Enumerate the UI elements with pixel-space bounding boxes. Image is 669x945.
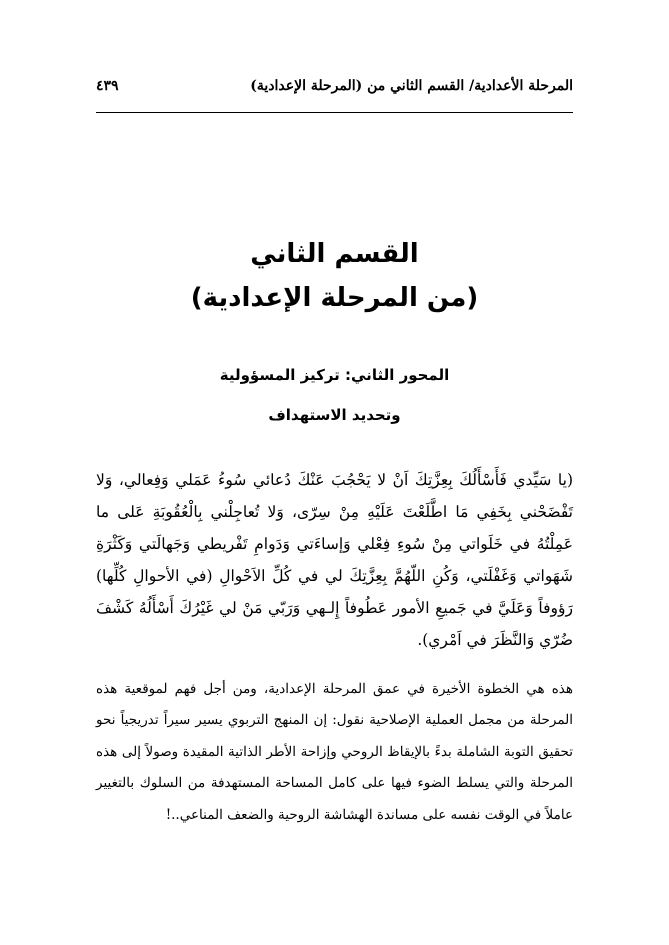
section-title-line-1: القسم الثاني: [250, 239, 419, 269]
section-title-line-2: (من المرحلة الإعدادية): [190, 283, 479, 313]
axis-heading: [96, 355, 573, 435]
section-title: [96, 232, 573, 320]
axis-heading-line-2: وتحديد الاستهداف: [268, 406, 401, 424]
page-number: ٤٣٩: [96, 78, 119, 94]
body-paragraph: هذه هي الخطوة الأخيرة في عمق المرحلة الإعدادية، ومن أجل فهم لموقعية هذه المرحلة من مجمل العملية الإصلاحية نقول: إن المنهج التربوي يسير سيراً تدريجياً نحو تحقيق التوبة الشاملة بدءً بالإيقاظ الروحي وإزاحة الأطر الذاتية المقيدة وصولاً إلى هذه المرحلة والتي يسلط الضوء فيها على كامل المساحة المستهدفة من السلوك بالتغيير عاملاً في الوقت نفسه على مساندة الهشاشة الروحية والضعف المناعي..!: [96, 680, 573, 823]
running-head-title: المرحلة الأعدادية/ القسم الثاني من (المرحلة الإعدادية): [250, 78, 573, 94]
supplication-quote: (يا سَيِّدي فَأَسْأَلُكَ بِعِزَّتِكَ اَنْ لا يَحْجُبَ عَنْكَ دُعائي سُوءُ عَمَلي وَفِعالي، وَلا تَفْضَحْني بِخَفِي مَا اطَّلَعْتَ عَلَيْهِ مِنْ سِرّى، وَلا تُعاجِلْني بِالْعُقُوبَةِ عَلى ما عَمِلْتُهُ في خَلَواتي مِنْ سُوءِ فِعْلي وَإساءَتي وَدَوامِ تَفْريطي وَجَهالَتي وَكَثْرَةِ شَهَواتي وَغَفْلَتي، وَكُنِ اللّهُمَّ بِعِزَّتِكَ لي في كُلِّ الاَحْوالِ (في الأحوالِ كُلِّها) رَؤوفاً وَعَلَيَّ في جَميعِ الأمور عَطُوفاً إِلـهي وَرَبّي مَنْ لي غَيْرُكَ أَسْأَلُهُ كَشْفَ ضُرّي وَالنَّظَرَ في اَمْري).: [96, 470, 573, 649]
header-divider: [96, 112, 573, 113]
axis-heading-line-1: المحور الثاني: تركيز المسؤولية: [219, 366, 450, 384]
running-head: [96, 70, 573, 102]
